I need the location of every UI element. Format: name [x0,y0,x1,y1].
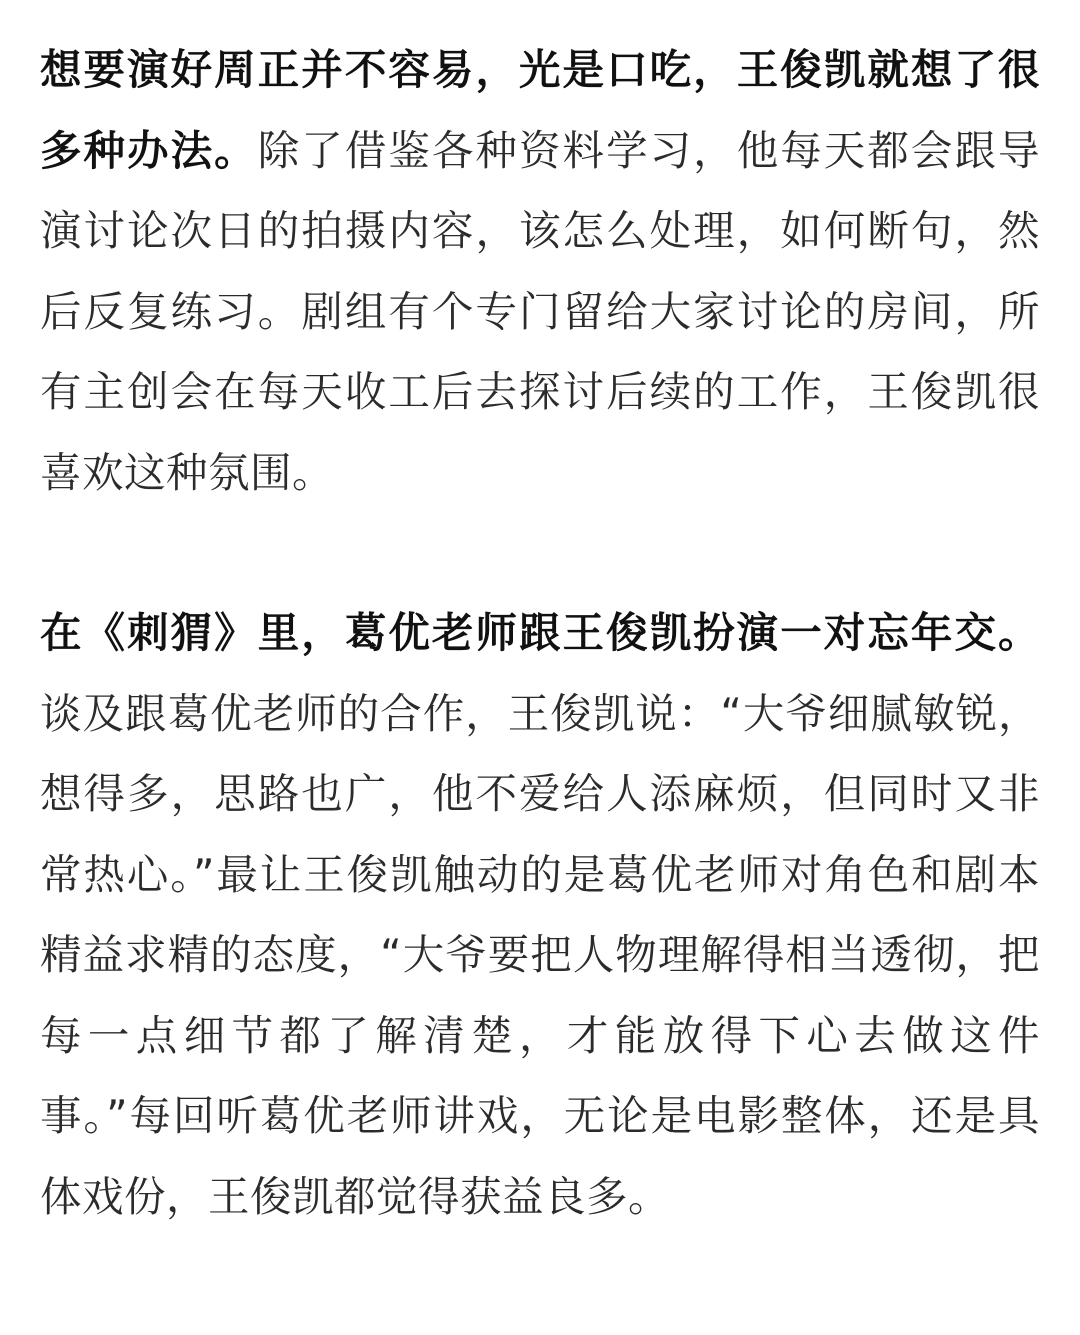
paragraph-1 [40,30,1040,513]
paragraph-1-lead: 想要演好周正并不容易，光是口吃，王俊凯就想了很多种办法。 [40,45,1040,175]
article-body [40,30,1040,1237]
paragraph-1-body: 除了借鉴各种资料学习，他每天都会跟导演讨论次日的拍摄内容，该怎么处理，如何断句，然后反复练习。剧组有个专门留给大家讨论的房间，所有主创会在每天收工后去探讨后续的工作，王俊凯很喜欢这种氛围。 [40,125,1040,497]
paragraph-2-lead: 在《刺猬》里，葛优老师跟王俊凯扮演一对忘年交。 [40,608,1040,657]
paragraph-2-body: 谈及跟葛优老师的合作，王俊凯说：“大爷细腻敏锐，想得多，思路也广，他不爱给人添麻烦，但同时又非常热心。”最让王俊凯触动的是葛优老师对角色和剧本精益求精的态度，“大爷要把人物理解得相当透彻，把每一点细节都了解清楚，才能放得下心去做这件事。”每回听葛优老师讲戏，无论是电影整体，还是具体戏份，王俊凯都觉得获益良多。 [40,688,1040,1221]
paragraph-2 [40,593,1040,1237]
